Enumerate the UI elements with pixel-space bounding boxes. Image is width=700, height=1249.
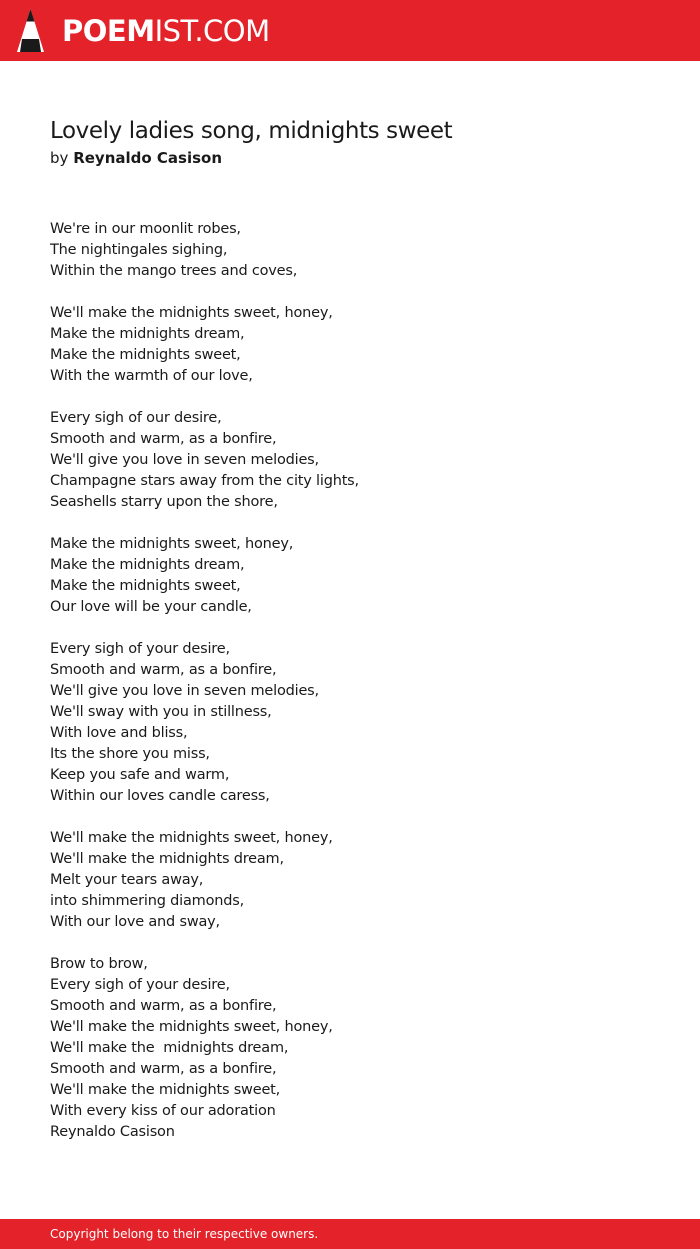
poem-line: Reynaldo Casison xyxy=(50,1124,175,1140)
poem-line: Within the mango trees and coves, xyxy=(50,263,298,279)
stanza-break xyxy=(50,282,650,303)
author-name: Reynaldo Casison xyxy=(73,149,223,167)
footer-bar xyxy=(0,1219,700,1249)
poem-line: Smooth and warm, as a bonfire, xyxy=(50,431,277,447)
poem-line: We're in our moonlit robes, xyxy=(50,221,241,237)
logo-light-text: IST.COM xyxy=(154,14,270,48)
poem-line: Make the midnights sweet, xyxy=(50,578,241,594)
poem-line: We'll make the midnights dream, xyxy=(50,851,284,867)
poem-line: Smooth and warm, as a bonfire, xyxy=(50,662,277,678)
poem-line: Make the midnights dream, xyxy=(50,557,245,573)
poem-body xyxy=(50,219,650,1143)
poem-line: We'll sway with you in stillness, xyxy=(50,704,272,720)
poem-line: Within our loves candle caress, xyxy=(50,788,270,804)
stanza-break xyxy=(50,933,650,954)
poem-line: Melt your tears away, xyxy=(50,872,204,888)
stanza-break xyxy=(50,387,650,408)
poem-line: Every sigh of your desire, xyxy=(50,641,230,657)
poem-line: We'll make the midnights sweet, xyxy=(50,1082,281,1098)
poem-line: We'll give you love in seven melodies, xyxy=(50,452,319,468)
site-logo[interactable] xyxy=(62,13,270,49)
poem-line: The nightingales sighing, xyxy=(50,242,228,258)
stanza-break xyxy=(50,807,650,828)
poem-line: With love and bliss, xyxy=(50,725,188,741)
poem-title: Lovely ladies song, midnights sweet xyxy=(50,118,453,144)
poem-line: We'll make the midnights sweet, honey, xyxy=(50,1019,333,1035)
pencil-logo-icon[interactable] xyxy=(17,9,44,52)
poem-line: Our love will be your candle, xyxy=(50,599,252,615)
poem-line: Smooth and warm, as a bonfire, xyxy=(50,1061,277,1077)
poem-line: Every sigh of your desire, xyxy=(50,977,230,993)
stanza-break xyxy=(50,513,650,534)
copyright-text: Copyright belong to their respective owners. xyxy=(50,1227,319,1241)
byline xyxy=(50,148,222,169)
poem-line: We'll give you love in seven melodies, xyxy=(50,683,319,699)
poem-line: We'll make the midnights sweet, honey, xyxy=(50,305,333,321)
stanza-break xyxy=(50,618,650,639)
logo-bold-text: POEM xyxy=(62,14,155,48)
poem-line: Smooth and warm, as a bonfire, xyxy=(50,998,277,1014)
poem-line: Its the shore you miss, xyxy=(50,746,210,762)
poem-line: Champagne stars away from the city lights, xyxy=(50,473,359,489)
poem-line: Seashells starry upon the shore, xyxy=(50,494,278,510)
poem-line: With the warmth of our love, xyxy=(50,368,253,384)
byline-prefix: by xyxy=(50,149,69,167)
poem-line: Make the midnights sweet, xyxy=(50,347,241,363)
poem-line: Brow to brow, xyxy=(50,956,148,972)
poem-line: into shimmering diamonds, xyxy=(50,893,244,909)
poem-line: With every kiss of our adoration xyxy=(50,1103,276,1119)
header-bar xyxy=(0,0,700,61)
poem-line: Keep you safe and warm, xyxy=(50,767,230,783)
poem-line: With our love and sway, xyxy=(50,914,220,930)
poem-line: Make the midnights dream, xyxy=(50,326,245,342)
poem-line: Make the midnights sweet, honey, xyxy=(50,536,294,552)
poem-line: We'll make the midnights sweet, honey, xyxy=(50,830,333,846)
poem-line: We'll make the midnights dream, xyxy=(50,1040,289,1056)
poem-line: Every sigh of our desire, xyxy=(50,410,222,426)
